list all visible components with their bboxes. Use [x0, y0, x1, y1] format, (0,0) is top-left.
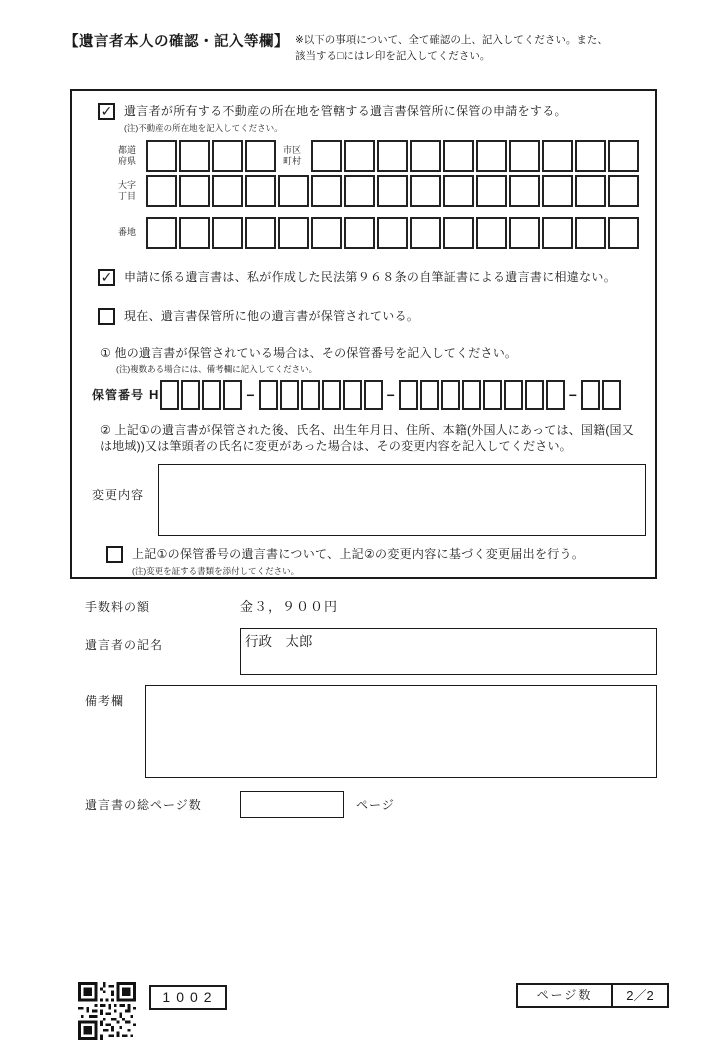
checkbox-property-application[interactable]: ✓ [98, 103, 115, 120]
char-box[interactable] [509, 175, 540, 207]
char-box[interactable] [483, 380, 502, 410]
char-box[interactable] [542, 140, 573, 172]
char-box[interactable] [280, 380, 299, 410]
storage-number-separator: − [386, 386, 395, 403]
char-box[interactable] [212, 175, 243, 207]
char-box[interactable] [344, 140, 375, 172]
storage-number-group1 [160, 380, 244, 410]
item-other-will [98, 308, 646, 325]
char-box[interactable] [278, 175, 309, 207]
address-grid [118, 140, 646, 249]
char-box[interactable] [581, 380, 600, 410]
char-box[interactable] [212, 217, 243, 249]
char-box[interactable] [420, 380, 439, 410]
total-pages-unit: ページ [356, 797, 395, 812]
storage-number-group2 [259, 380, 385, 410]
remarks-label: 備考欄 [85, 693, 125, 708]
char-box[interactable] [343, 380, 362, 410]
char-box[interactable] [377, 140, 408, 172]
char-box[interactable] [575, 217, 606, 249]
change-content-row [92, 464, 646, 536]
char-box[interactable] [179, 217, 210, 249]
page-count-value: 2／2 [626, 988, 654, 1003]
char-box[interactable] [410, 217, 441, 249]
qr-code [78, 982, 136, 1040]
lot-label: 番地 [118, 227, 137, 238]
char-box[interactable] [146, 217, 177, 249]
storage-number-group4 [581, 380, 623, 410]
total-pages-label: 遺言書の総ページ数 [85, 797, 202, 812]
char-box[interactable] [377, 175, 408, 207]
change-content-field[interactable] [158, 464, 646, 536]
item-will-968-label: 申請に係る遺言書は、私が作成した民法第９６８条の自筆証書による遺言書に相違ない。 [124, 269, 617, 284]
item-will-968 [98, 269, 646, 286]
remarks-field[interactable] [145, 685, 657, 778]
char-box[interactable] [443, 175, 474, 207]
char-box[interactable] [602, 380, 621, 410]
char-box[interactable] [443, 217, 474, 249]
char-box[interactable] [179, 175, 210, 207]
char-box[interactable] [245, 217, 276, 249]
header-instruction-line1: ※以下の事項について、全て確認の上、記入してください。また、 [295, 34, 608, 46]
char-box[interactable] [146, 140, 177, 172]
char-box[interactable] [608, 217, 639, 249]
header-instructions [295, 30, 608, 65]
char-box[interactable] [311, 217, 342, 249]
storage-number-separator: − [246, 386, 255, 403]
char-box[interactable] [608, 140, 639, 172]
char-box[interactable] [410, 175, 441, 207]
testator-name-field[interactable]: 行政 太郎 [240, 628, 657, 675]
char-box[interactable] [278, 217, 309, 249]
char-box[interactable] [245, 175, 276, 207]
char-box[interactable] [160, 380, 179, 410]
item-change-notify-note: (注)変更を証する書類を添付してください。 [132, 566, 300, 577]
remarks-row [85, 685, 657, 778]
total-pages-row [85, 791, 657, 818]
char-box[interactable] [223, 380, 242, 410]
fee-label: 手数料の額 [85, 599, 151, 614]
char-box[interactable] [608, 175, 639, 207]
char-box[interactable] [146, 175, 177, 207]
char-box[interactable] [542, 217, 573, 249]
char-box[interactable] [311, 140, 342, 172]
confirmation-frame [70, 89, 657, 579]
fee-row [85, 596, 657, 615]
page-header [64, 30, 684, 65]
char-box[interactable] [575, 175, 606, 207]
char-box[interactable] [509, 140, 540, 172]
item-other-will-label: 現在、遺言書保管所に他の遺言書が保管されている。 [124, 308, 420, 323]
char-box[interactable] [399, 380, 418, 410]
header-instruction-line2: 該当する□にはレ印を記入してください。 [295, 50, 491, 63]
lot-boxes [146, 217, 641, 249]
char-box[interactable] [344, 217, 375, 249]
char-box[interactable] [462, 380, 481, 410]
char-box[interactable] [443, 140, 474, 172]
char-box[interactable] [245, 140, 276, 172]
char-box[interactable] [476, 217, 507, 249]
page-count-table [516, 983, 669, 1008]
storage-number-row [92, 380, 646, 410]
char-box[interactable] [212, 140, 243, 172]
item-property-label: 遺言者が所有する不動産の所在地を管轄する遺言書保管所に保管の申請をする。 [124, 103, 567, 118]
page-count-label: ページ数 [518, 985, 613, 1006]
change-content-label: 変更内容 [92, 488, 145, 503]
char-box[interactable] [311, 175, 342, 207]
page-title: 【遺言者本人の確認・記入等欄】 [64, 34, 289, 50]
storage-number-group3 [399, 380, 567, 410]
clause1-note: (注)複数ある場合には、備考欄に記入してください。 [116, 363, 318, 374]
storage-number-prefix: H [149, 387, 159, 403]
char-box[interactable] [504, 380, 523, 410]
char-box[interactable] [509, 217, 540, 249]
item-change-notify [106, 546, 646, 563]
checkbox-other-will[interactable] [98, 308, 115, 325]
char-box[interactable] [575, 140, 606, 172]
char-box[interactable] [441, 380, 460, 410]
district-label: 大字丁目 [118, 180, 137, 201]
fee-value: 金３，９００円 [240, 598, 339, 614]
char-box[interactable] [179, 140, 210, 172]
char-box[interactable] [546, 380, 565, 410]
char-box[interactable] [410, 140, 441, 172]
prefecture-label: 都道府県 [118, 145, 137, 166]
address-row-district [118, 175, 646, 207]
address-row-prefecture-city [118, 140, 646, 172]
clause1-text: ① 他の遺言書が保管されている場合は、その保管番号を記入してください。 [100, 345, 518, 360]
char-box[interactable] [476, 140, 507, 172]
testator-name-label: 遺言者の記名 [85, 637, 164, 652]
char-box[interactable] [344, 175, 375, 207]
char-box[interactable] [322, 380, 341, 410]
city-label: 市区町村 [283, 145, 302, 166]
testator-name-row [85, 628, 657, 675]
char-box[interactable] [181, 380, 200, 410]
checkbox-change-notify[interactable] [106, 546, 123, 563]
clause2-text: ② 上記①の遺言書が保管された後、氏名、出生年月日、住所、本籍(外国人にあっては、国籍(国又は地域))又は筆頭者の氏名に変更があった場合は、その変更内容を記入してください。 [100, 422, 634, 453]
char-box[interactable] [377, 217, 408, 249]
item-property-application [98, 103, 646, 120]
district-boxes [146, 175, 641, 207]
storage-number-label: 保管番号 [92, 388, 145, 403]
char-box[interactable] [364, 380, 383, 410]
item-change-notify-label: 上記①の保管番号の遺言書について、上記②の変更内容に基づく変更届出を行う。 [132, 547, 585, 562]
storage-number-separator: − [568, 386, 577, 403]
char-box[interactable] [259, 380, 278, 410]
char-box[interactable] [301, 380, 320, 410]
city-boxes [311, 140, 641, 172]
checkbox-will-968[interactable]: ✓ [98, 269, 115, 286]
total-pages-field[interactable] [240, 791, 344, 818]
char-box[interactable] [525, 380, 544, 410]
item-property-note: (注)不動産の所在地を記入してください。 [124, 122, 283, 133]
char-box[interactable] [542, 175, 573, 207]
prefecture-boxes [146, 140, 278, 172]
form-number: 1002 [149, 985, 227, 1010]
char-box[interactable] [476, 175, 507, 207]
char-box[interactable] [202, 380, 221, 410]
address-row-lot [118, 217, 646, 249]
